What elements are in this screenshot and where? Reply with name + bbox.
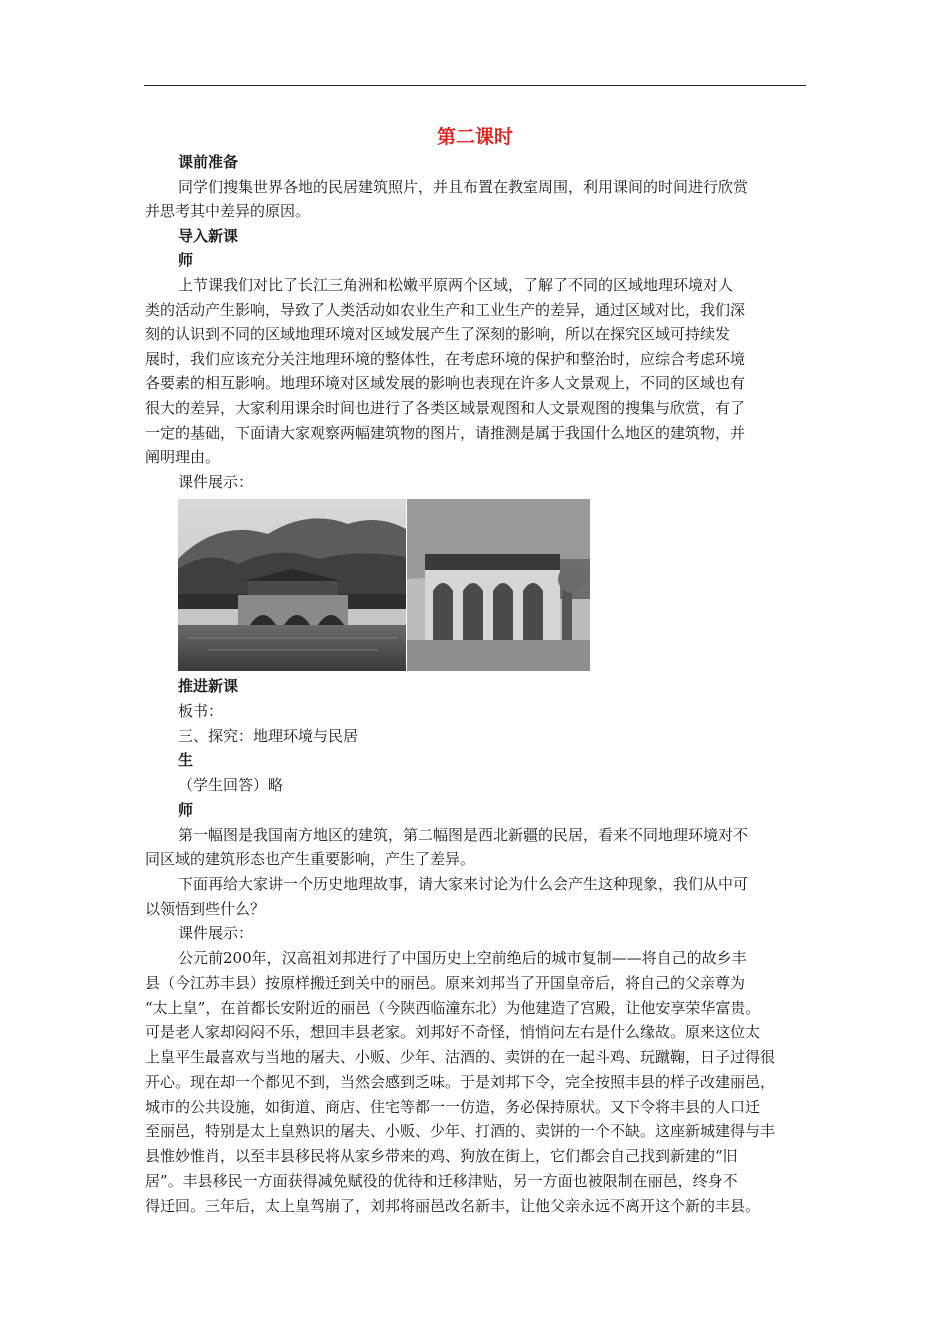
paragraph-line: 同学们搜集世界各地的民居建筑照片，并且布置在教室周围，利用课间的时间进行欣赏	[178, 178, 749, 196]
heading-preparation: 课前准备	[178, 153, 239, 171]
paragraph-line: 很大的差异，大家利用课余时间也进行了各类区域景观图和人文景观图的搜集与欣赏，有了	[145, 399, 746, 417]
paragraph-line: 居”。丰县移民一方面获得减免赋役的优待和迁移津贴，另一方面也被限制在丽邑，终身不	[145, 1172, 738, 1190]
paragraph-line: 得迁回。三年后，太上皇驾崩了，刘邦将丽邑改名新丰，让他父亲永远不离开这个新的丰县。	[145, 1197, 761, 1215]
paragraph-line: 一定的基础，下面请大家观察两幅建筑物的图片，请推测是属于我国什么地区的建筑物，并	[145, 424, 746, 442]
paragraph-line: 同区域的建筑形态也产生重要影响，产生了差异。	[145, 850, 476, 868]
board-topic: 三、探究：地理环境与民居	[178, 727, 359, 745]
paragraph-line: 上皇平生最喜欢与当地的屠夫、小贩、少年、沽酒的、卖饼的在一起斗鸡、玩蹴鞠，日子过得很	[145, 1048, 776, 1066]
paragraph-line: 下面再给大家讲一个历史地理故事，请大家来讨论为什么会产生这种现象，我们从中可	[178, 875, 749, 893]
board-label: 板书：	[178, 702, 224, 720]
speaker-teacher: 师	[178, 251, 194, 269]
paragraph-line: 至丽邑，特别是太上皇熟识的屠夫、小贩、少年、打酒的、卖饼的一个不缺。这座新城建得与丰	[145, 1122, 776, 1140]
speaker-teacher: 师	[178, 801, 194, 819]
student-answer: （学生回答）略	[178, 776, 284, 794]
heading-new-lesson: 推进新课	[178, 677, 239, 695]
paragraph-line: 刻的认识到不同的区域地理环境对区域发展产生了深刻的影响，所以在探究区域可持续发	[145, 325, 731, 343]
paragraph-line: 类的活动产生影响，导致了人类活动如农业生产和工业生产的差异，通过区域对比，我们深	[145, 301, 746, 319]
courseware-label: 课件展示：	[178, 924, 254, 942]
paragraph-line: 以领悟到些什么？	[145, 900, 266, 918]
speaker-student: 生	[178, 751, 194, 769]
paragraph-line: 并思考其中差异的原因。	[145, 202, 311, 220]
heading-intro: 导入新课	[178, 227, 239, 245]
paragraph-line: 展时，我们应该充分关注地理环境的整体性，在考虑环境的保护和整治时，应综合考虑环境	[145, 350, 746, 368]
paragraph-line: 阐明理由。	[145, 448, 221, 466]
paragraph-line: 公元前200年，汉高祖刘邦进行了中国历史上空前绝后的城市复制——将自己的故乡丰	[178, 949, 747, 967]
photo-xinjiang-dwelling	[407, 499, 590, 671]
paragraph-line: 可是老人家却闷闷不乐，想回丰县老家。刘邦好不奇怪，悄悄问左右是什么缘故。原来这位太	[145, 1023, 761, 1041]
paragraph-line: 城市的公共设施，如街道、商店、住宅等都一一仿造，务必保持原状。又下令将丰县的人口迁	[145, 1098, 761, 1116]
paragraph-line: 各要素的相互影响。地理环境对区域发展的影响也表现在许多人文景观上，不同的区域也有	[145, 374, 746, 392]
header-rule	[144, 85, 806, 86]
courseware-label: 课件展示：	[178, 473, 254, 491]
photo-southern-bridge	[178, 499, 406, 671]
paragraph-line: 上节课我们对比了长江三角洲和松嫩平原两个区域，了解了不同的区域地理环境对人	[178, 276, 734, 294]
paragraph-line: “太上皇”，在首都长安附近的丽邑（今陕西临潼东北）为他建造了宫殿，让他安享荣华富贵。	[145, 999, 761, 1017]
paragraph-line: 县（今江苏丰县）按原样搬迁到关中的丽邑。原来刘邦当了开国皇帝后，将自己的父亲尊为	[145, 974, 746, 992]
page-title: 第二课时	[436, 126, 513, 148]
paragraph-line: 县惟妙惟肖，以至丰县移民将从家乡带来的鸡、狗放在街上，它们都会自己找到新建的“旧	[145, 1147, 738, 1165]
paragraph-line: 第一幅图是我国南方地区的建筑，第二幅图是西北新疆的民居，看来不同地理环境对不	[178, 826, 749, 844]
paragraph-line: 开心。现在却一个都见不到，当然会感到乏味。于是刘邦下令，完全按照丰县的样子改建丽邑，	[145, 1073, 776, 1091]
